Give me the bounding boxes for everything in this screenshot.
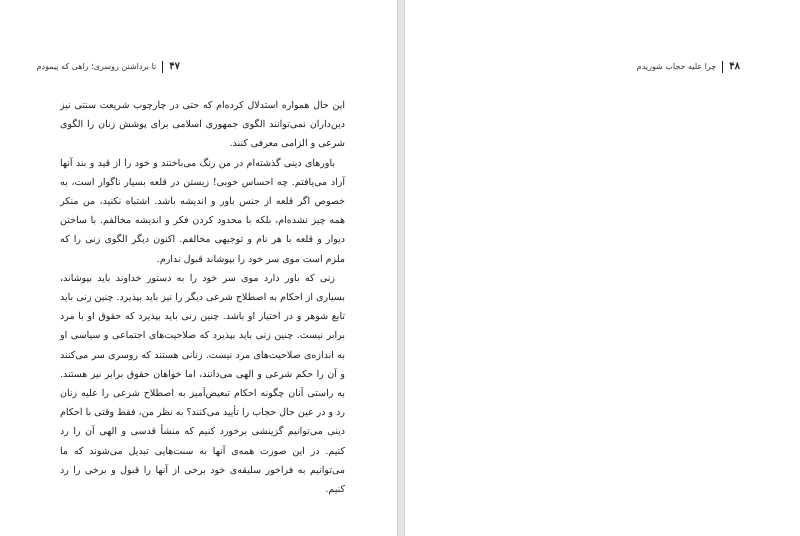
right-page	[405, 0, 800, 536]
left-running-header	[30, 61, 180, 73]
book-gutter	[397, 0, 405, 536]
page-body	[60, 96, 345, 499]
header-separator	[162, 61, 163, 73]
paragraph-3: زنی که باور دارد موی سر خود را به دستور خداوند باید بپوشاند، بسیاری از احکام به اصطلاح شرعی دیگر را نیز باید بپذیرد. چنین زنی باید تابع شوهر و در اختیار او باشد. چنین زنی باید بپذیرد که حقوق او با مرد برابر نیست. چنین زنی باید بپذیرد که صلاحیت‌های اجتماعی و سیاسی او به اندازه‌ی صلاحیت‌های مرد نیست. زنانی هستند که روسری سر می‌کنند و آن را حکم شرعی و الهی می‌دانند، اما خواهان حقوق برابر نیز هستند. به راستی آنان چگونه احکام تبعیض‌آمیز به اصطلاح شرعی را علیه زنان رد و در عین حال حجاب را تأیید می‌کنند؟ به نظر من، فقط وقتی با احکام دینی می‌توانیم گزینشی برخورد کنیم که منشأ قدسی و الهی آن را رد کنیم. در این صورت همه‌ی آنها به سنت‌هایی تبدیل می‌شوند که ما می‌توانیم به فراخور سلیقه‌ی خود برخی از آنها را قبول و برخی را رد کنیم.	[60, 272, 345, 496]
right-running-header	[540, 61, 740, 73]
left-running-title: تا برداشتن روسری؛ راهی که پیمودم	[36, 62, 157, 71]
paragraph-1: این حال همواره استدلال کرده‌ام که حتی در چارچوب شریعت سنتی نیز دین‌داران نمی‌توانند الگوی جمهوری اسلامی برای پوشش زنان را الگوی شرعی و الزامی معرفی کنند.	[60, 100, 345, 150]
left-page	[0, 0, 397, 536]
right-page-number: ۴۸	[729, 61, 740, 72]
left-page-number: ۴۷	[169, 61, 180, 72]
right-running-title: چرا علیه حجاب شوریدم	[636, 62, 717, 71]
paragraph-2: باورهای دینی گذشته‌ام در من رنگ می‌باختند و خود را از قید و بند آنها آزاد می‌یافتم. چه احساس خوبی! زیستن در قلعه بسیار ناگوار است، به خصوص اگر قلعه از جنس باور و اندیشه باشد. اشتباه نکنید، من منکر همه چیز نشده‌ام، بلکه با محدود کردن فکر و اندیشه مخالفم. با ساختن دیوار و قلعه با هر نام و توجیهی مخالفم. اکنون دیگر الگوی زنی را که ملزم است موی سر خود را بپوشاند قبول ندارم.	[60, 157, 345, 265]
header-separator	[722, 61, 723, 73]
